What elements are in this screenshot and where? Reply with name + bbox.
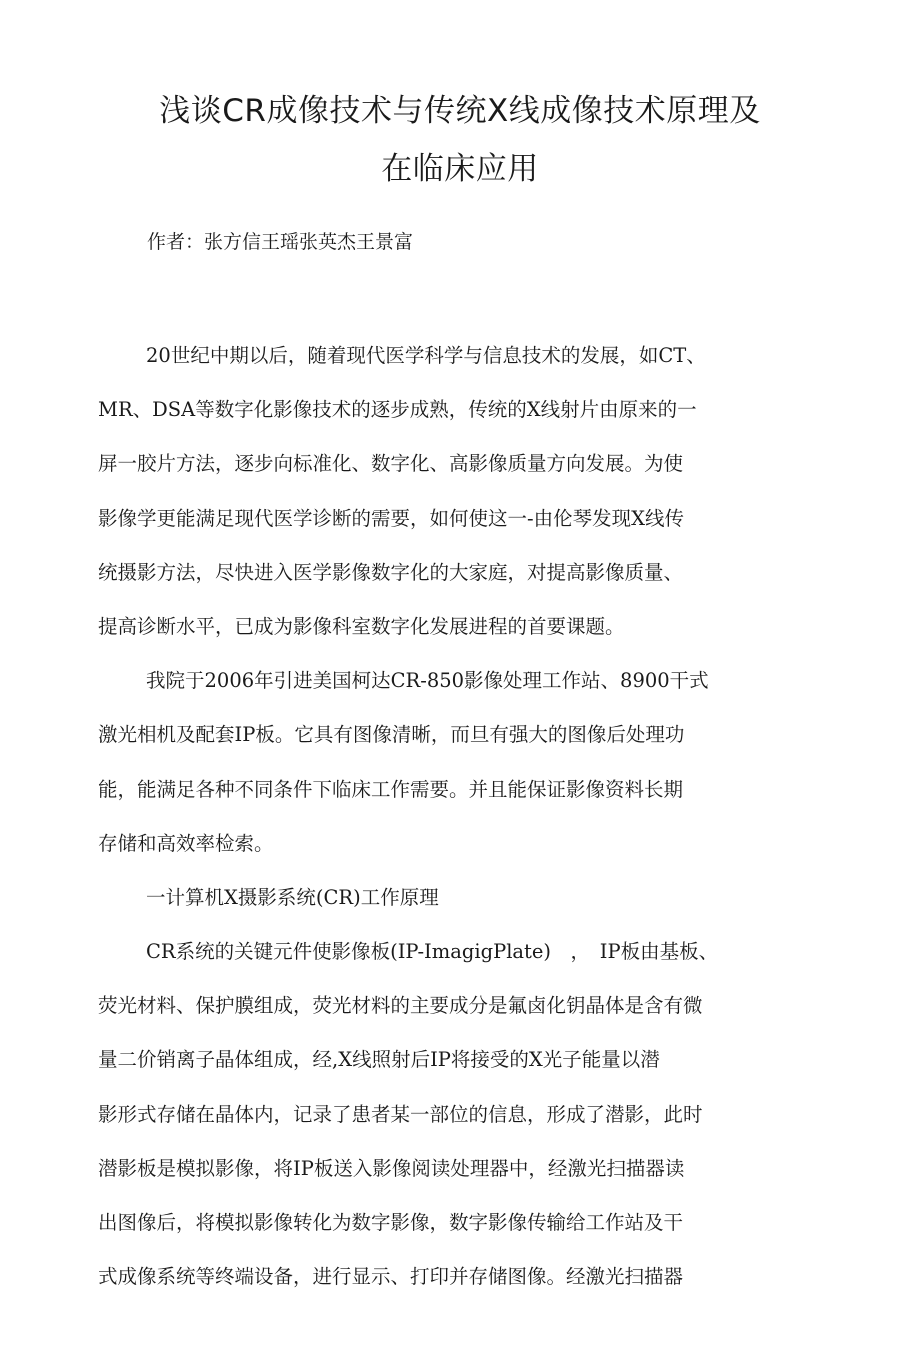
text-line: 提高诊断水平，已成为影像科室数字化发展进程的首要课题。 — [98, 614, 625, 638]
text-line: 激光相机及配套IP板。它具有图像清晰，而旦有强大的图像后处理功 — [98, 723, 685, 747]
text-line: 影像学更能满足现代医学诊断的需要，如何使这一-由伦琴发现X线传 — [98, 506, 684, 530]
text-line: 屏一胶片方法，逐步向标准化、数字化、高影像质量方向发展。为使 — [98, 452, 684, 476]
text-line: 量二价销离子晶体组成，经,X线照射后IP将接受的X光子能量以潜 — [98, 1048, 660, 1072]
text-line: 20世纪中期以后，随着现代医学科学与信息技术的发展，如CT、 — [146, 344, 706, 367]
document-body — [98, 329, 828, 1304]
text-line: 荧光材料、保护膜组成，荧光材料的主要成分是氟卤化钥晶体是含有微 — [98, 994, 703, 1018]
author-line: 作者：张方信王瑶张英杰王景富 — [147, 231, 414, 253]
text-line: 一计算机X摄影系统(CR)工作原理 — [146, 885, 439, 909]
text-line: 潜影板是模拟影像，将IP板送入影像阅读处理器中，经激光扫描器读 — [98, 1156, 685, 1180]
text-line: 出图像后，将模拟影像转化为数字影像，数字影像传输给工作站及干 — [98, 1211, 684, 1234]
document-title — [60, 82, 860, 198]
text-line: 影形式存储在晶体内，记录了患者某一部位的信息，形成了潜影，此时 — [98, 1102, 703, 1126]
text-line: 我院于2006年引进美国柯达CR-850影像处理工作站、8900干式 — [146, 669, 709, 693]
title-line-2: 在临床应用 — [381, 151, 539, 187]
text-line: MR、DSA等数字化影像技术的逐步成熟，传统的X线射片由原来的一 — [98, 398, 697, 422]
text-line: 统摄影方法，尽快进入医学影像数字化的大家庭，对提高影像质量、 — [98, 560, 684, 584]
section-heading — [98, 871, 828, 925]
paragraph — [98, 329, 828, 654]
text-line: 存储和高效率检索。 — [98, 831, 274, 855]
text-line: CR系统的关键元件使影像板(IP-ImagigPlate) ， IP板由基板、 — [146, 940, 719, 964]
paragraph — [98, 654, 828, 871]
title-line-1: 浅谈CR成像技术与传统X线成像技术原理及 — [159, 93, 761, 129]
text-line: 能，能满足各种不同条件下临床工作需要。并且能保证影像资料长期 — [98, 777, 684, 801]
text-line: 式成像系统等终端设备，进行显示、打印并存储图像。经激光扫描器 — [98, 1265, 684, 1289]
paragraph — [98, 925, 828, 1304]
